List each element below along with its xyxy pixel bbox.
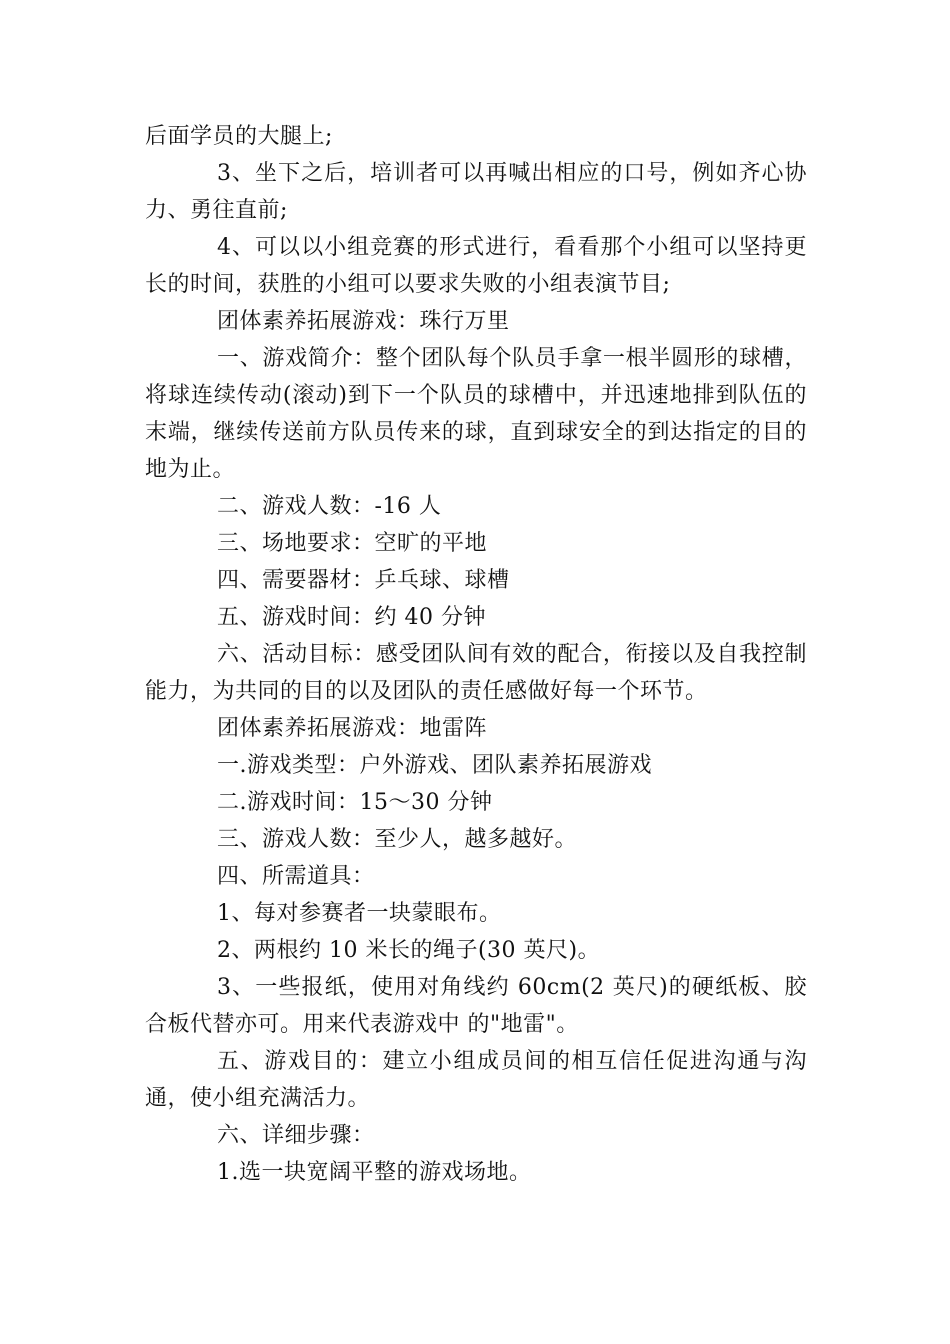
- paragraph: 二、游戏人数：-16 人: [217, 494, 442, 519]
- paragraph: 3、一些报纸，使用对角线约 60cm(2 英尺)的硬纸板、胶合板代替亦可。用来代表游戏中 的"地雷"。: [145, 975, 807, 1037]
- paragraph: 三、场地要求：空旷的平地: [217, 531, 488, 556]
- paragraph: 四、所需道具：: [217, 864, 375, 889]
- paragraph: 五、游戏时间：约 40 分钟: [217, 605, 486, 630]
- paragraph: 1、每对参赛者一块蒙眼布。: [217, 901, 502, 926]
- section-heading: 团体素养拓展游戏：地雷阵: [217, 716, 488, 741]
- paragraph: 三、游戏人数：至少人，越多越好。: [217, 827, 578, 852]
- paragraph: 4、可以以小组竞赛的形式进行，看看那个小组可以坚持更长的时间，获胜的小组可以要求失败的小组表演节目;: [145, 235, 807, 297]
- paragraph: 六、详细步骤：: [217, 1123, 375, 1148]
- paragraph: 1.选一块宽阔平整的游戏场地。: [217, 1160, 532, 1185]
- document-body: [145, 118, 807, 1191]
- paragraph: 后面学员的大腿上;: [145, 124, 333, 149]
- paragraph: 五、游戏目的：建立小组成员间的相互信任促进沟通与沟通，使小组充满活力。: [145, 1049, 807, 1111]
- paragraph: 一、游戏简介：整个团队每个队员手拿一根半圆形的球槽，将球连续传动(滚动)到下一个队员的球槽中，并迅速地排到队伍的末端，继续传送前方队员传来的球，直到球安全的到达指定的目的地为止。: [145, 346, 807, 482]
- paragraph: 2、两根约 10 米长的绳子(30 英尺)。: [217, 938, 601, 963]
- paragraph: 一.游戏类型：户外游戏、团队素养拓展游戏: [217, 753, 652, 778]
- section-heading: 团体素养拓展游戏：珠行万里: [217, 309, 510, 334]
- paragraph: 3、坐下之后，培训者可以再喊出相应的口号，例如齐心协力、勇往直前;: [145, 161, 807, 223]
- paragraph: 二.游戏时间：15～30 分钟: [217, 790, 493, 815]
- paragraph: 六、活动目标：感受团队间有效的配合，衔接以及自我控制能力，为共同的目的以及团队的责任感做好每一个环节。: [145, 642, 807, 704]
- paragraph: 四、需要器材：乒乓球、球槽: [217, 568, 510, 593]
